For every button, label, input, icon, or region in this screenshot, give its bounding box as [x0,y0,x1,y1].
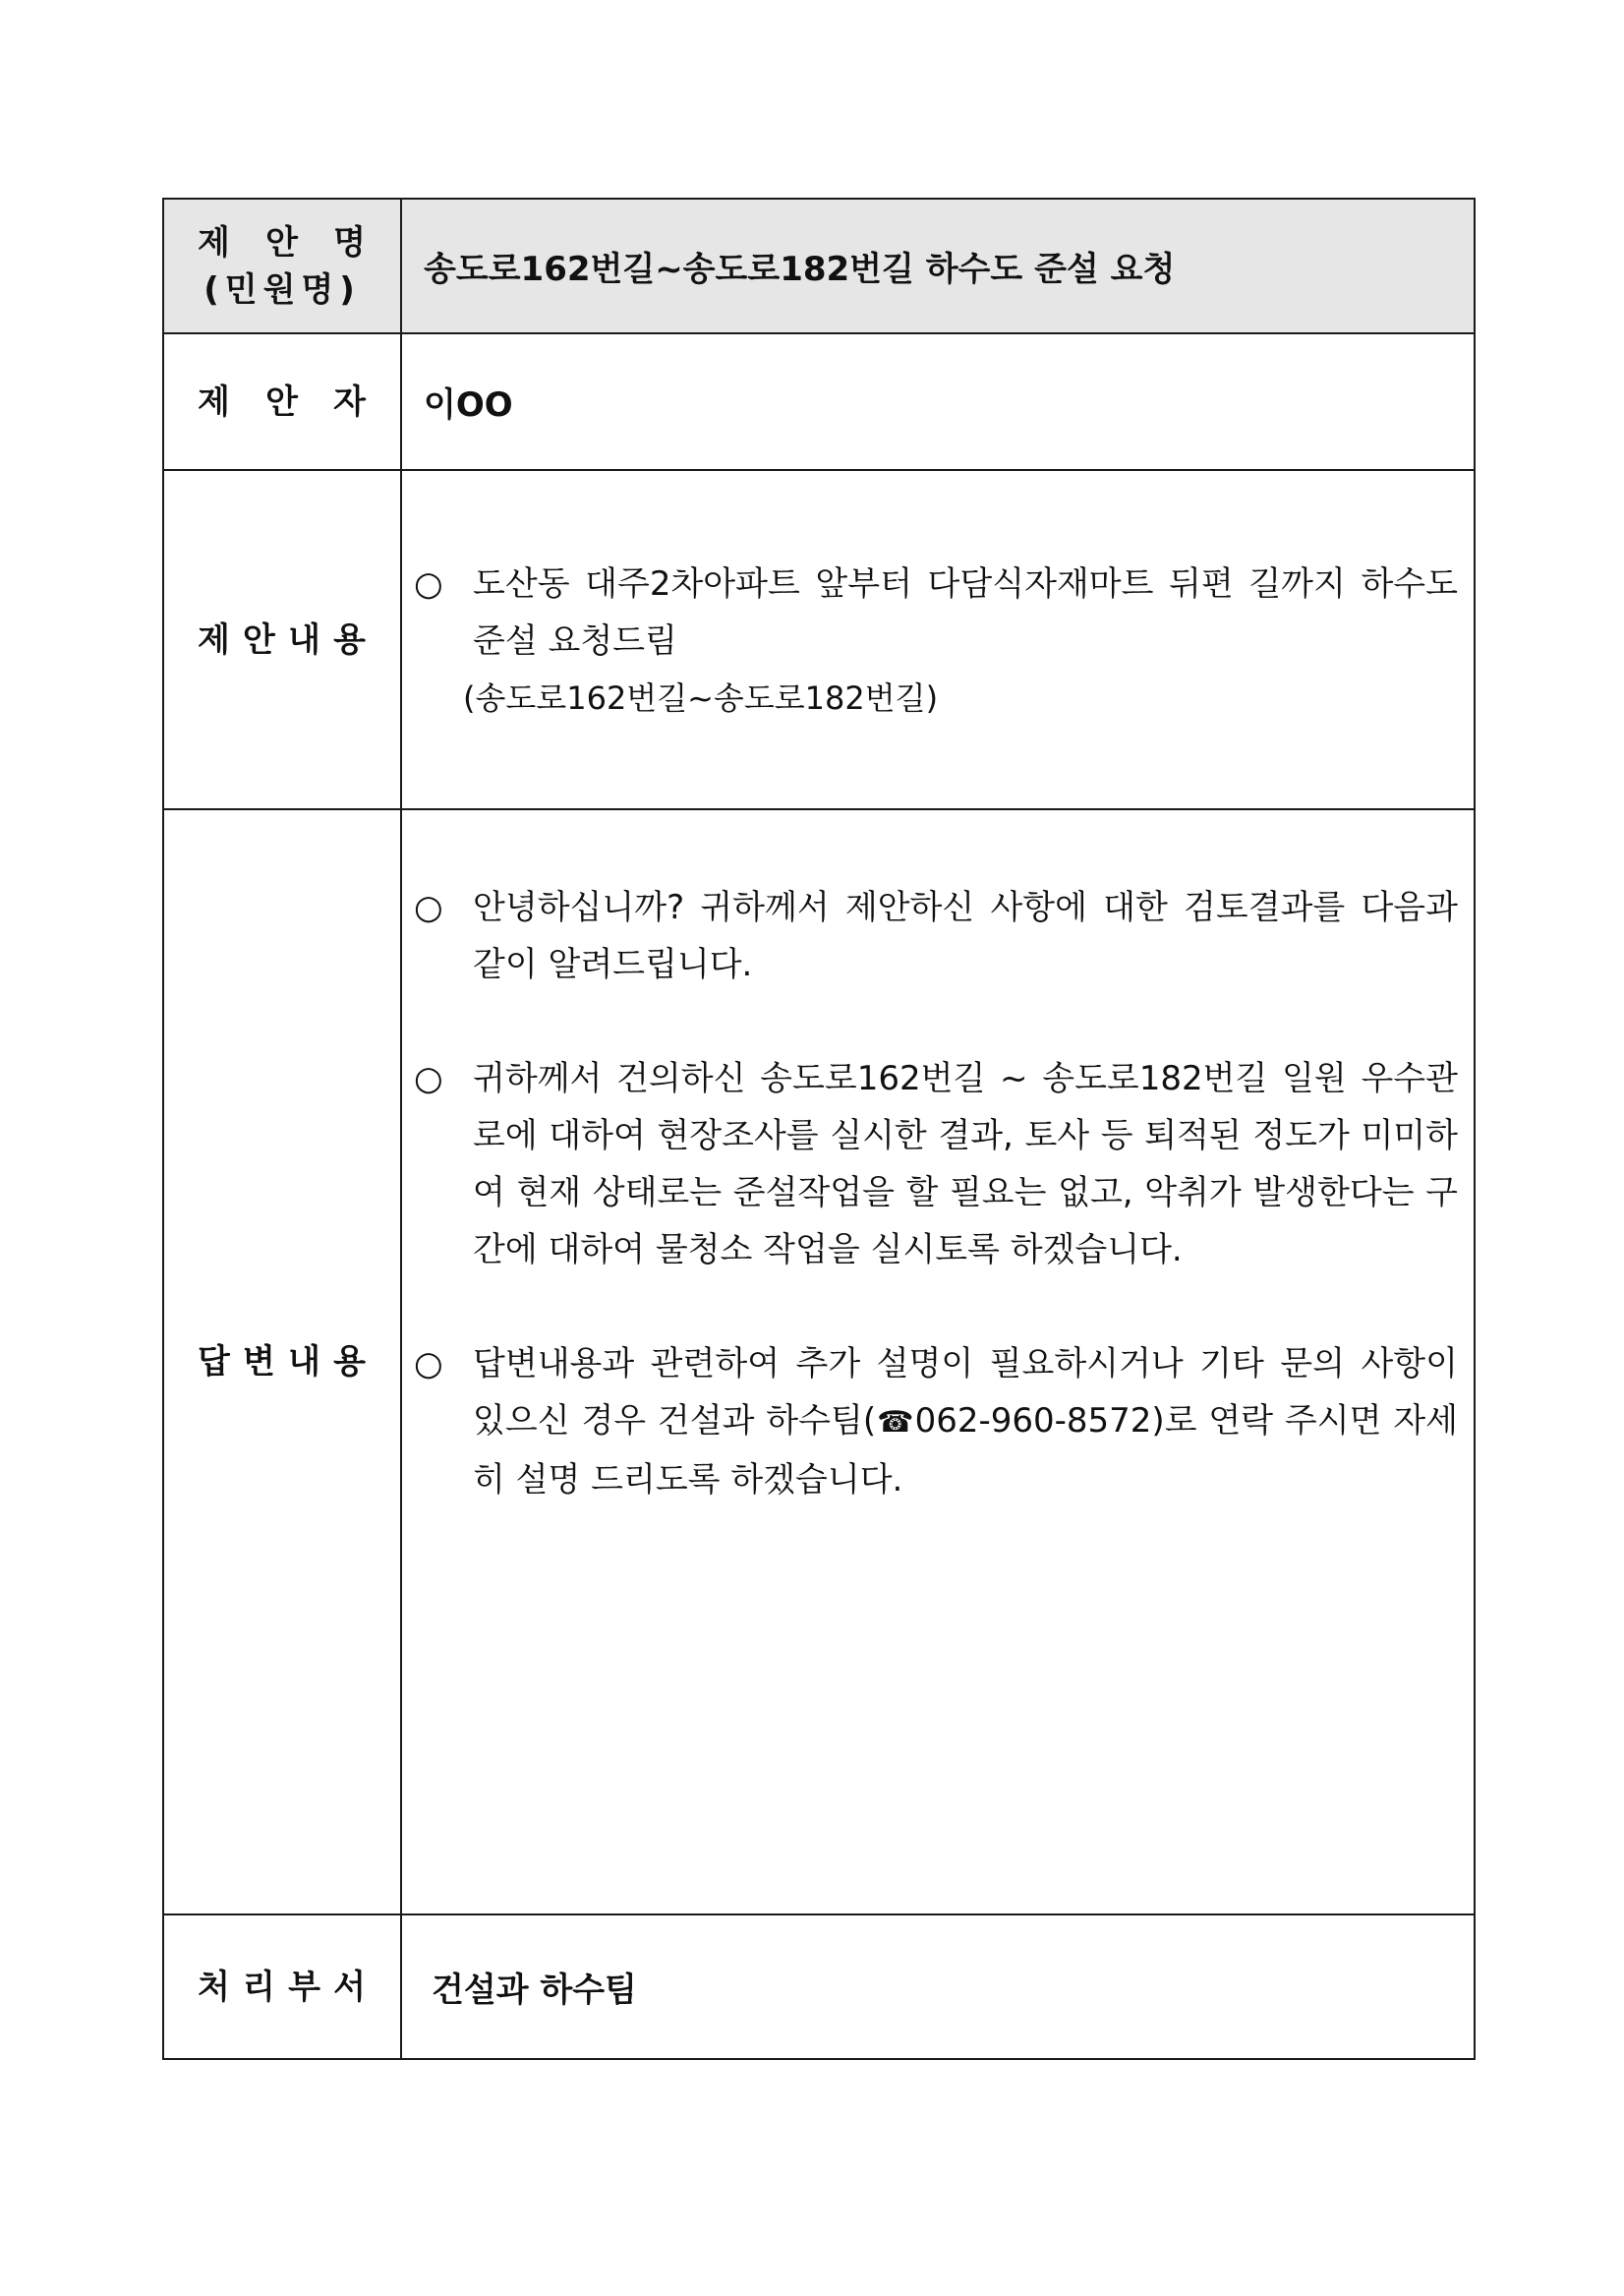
circle-bullet-icon: ○ [414,1344,443,1383]
label-char: 제 [198,619,231,660]
label-char: 안 [243,619,276,660]
row-handling-department [163,1914,1475,2059]
label-char: 답 [198,1342,231,1382]
label-handling-department [163,1914,401,2059]
label-char: 안 [265,222,299,263]
label-proposal-title [163,199,401,333]
label-char: 리 [243,1967,276,2007]
value-proposal-title: 송도로162번길~송도로182번길 하수도 준설 요청 [401,199,1475,333]
label-char: 안 [265,382,299,422]
label-char: 제 [198,222,231,263]
label-char: 용 [333,619,367,660]
answer-text: 안녕하십니까? 귀하께서 제안하신 사항에 대한 검토결과를 다음과 같이 알려드립니다. [473,888,1458,984]
row-proposal-title [163,199,1475,333]
label-char: 부 [288,1967,321,2007]
label-char: 제 [198,382,231,422]
label-char: 명 [333,222,367,263]
label-char: 내 [288,1342,321,1382]
content-text: 도산동 대주2차아파트 앞부터 다담식자재마트 뒤편 길까지 하수도 준설 요청드림 [473,563,1458,661]
row-answer-content [163,809,1475,1914]
row-proposer [163,333,1475,470]
telephone-icon: ☎ [876,1405,915,1440]
answer-paragraph-contact [402,1335,1474,1508]
civil-complaint-form-table [162,198,1476,2060]
answer-text: 귀하께서 건의하신 송도로162번길 ~ 송도로182번길 일원 우수관로에 대하여 현장조사를 실시한 결과, 토사 등 퇴적된 정도가 미미하여 현재 상태로는 준설작업을 할 필요는 없고, 악취가 발생한다는 구간에 대하여 물청소 작업을 실시토록 하겠습니다. [473,1059,1458,1269]
label-answer-content [163,809,401,1914]
label-char: 내 [288,619,321,660]
circle-bullet-icon: ○ [414,563,443,604]
content-paragraph [402,556,1474,670]
value-proposer: 이OO [401,333,1475,470]
answer-paragraph-greeting [402,879,1474,993]
label-proposal-title-line1 [198,219,367,266]
answer-paragraph-result [402,1050,1474,1278]
label-char: 처 [198,1967,231,2007]
value-answer-content [401,809,1475,1914]
label-char: 서 [333,1967,367,2007]
answer-text: 답변내용과 관련하여 추가 설명이 필요하시거나 기타 문의 사항이 있으신 경우 건설과 하수팀( [473,1344,1458,1441]
row-proposal-content [163,470,1475,809]
circle-bullet-icon: ○ [414,1059,443,1098]
label-proposal-content [163,470,401,809]
content-subtext: (송도로162번길~송도로182번길) [463,678,939,717]
answer-text: 062-960-8572)로 연락 주시면 자세히 설명 드리도록 하겠습니다. [473,1401,1459,1500]
label-proposer [163,333,401,470]
label-complaint-title: (민원명) [203,269,361,310]
label-char: 용 [333,1342,367,1382]
label-char: 변 [243,1342,276,1382]
value-proposal-content [401,470,1475,809]
label-char: 자 [333,382,367,422]
circle-bullet-icon: ○ [414,888,443,927]
value-handling-department: 건설과 하수팀 [401,1914,1475,2059]
